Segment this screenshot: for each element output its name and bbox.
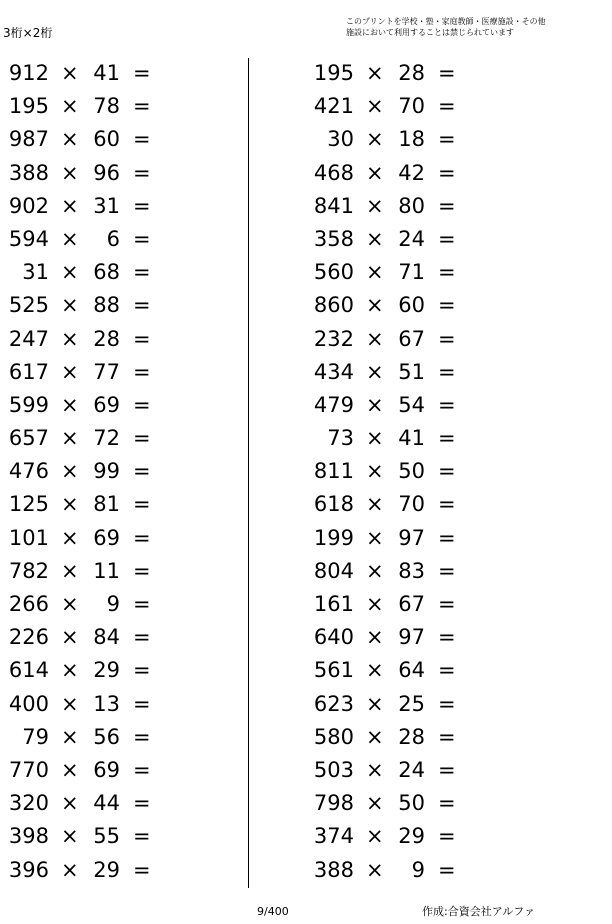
- multiplicand: 782: [8, 558, 49, 583]
- equals-sign: =: [438, 426, 456, 451]
- multiplier: 42: [398, 160, 425, 185]
- problem-row: [0, 787, 200, 820]
- problem-row: [305, 522, 505, 555]
- multiplicand: 476: [8, 459, 49, 484]
- worksheet-title: 3桁×2桁: [3, 26, 53, 40]
- multiplicand: 503: [313, 757, 354, 782]
- problem-row: [0, 654, 200, 687]
- multiplier: 78: [93, 94, 120, 119]
- equals-sign: =: [438, 724, 456, 749]
- equals-sign: =: [133, 94, 151, 119]
- times-operator: ×: [61, 592, 79, 616]
- page-number: 9/400: [257, 905, 289, 918]
- times-operator: ×: [366, 193, 384, 218]
- multiplier: 51: [398, 359, 425, 384]
- multiplicand: 618: [313, 492, 354, 517]
- equals-sign: =: [438, 691, 456, 716]
- multiplicand: 623: [313, 691, 354, 716]
- equals-sign: =: [133, 293, 151, 318]
- times-operator: ×: [61, 625, 79, 650]
- multiplicand: 199: [313, 525, 354, 550]
- multiplier: 25: [398, 691, 425, 716]
- problem-row: [305, 688, 505, 721]
- multiplicand: 400: [8, 691, 49, 716]
- equals-sign: =: [133, 226, 151, 251]
- multiplicand: 266: [8, 592, 49, 616]
- problem-row: [0, 389, 200, 422]
- problem-row: [0, 688, 200, 721]
- times-operator: ×: [366, 160, 384, 185]
- problem-row: [0, 157, 200, 190]
- times-operator: ×: [61, 226, 79, 251]
- equals-sign: =: [438, 359, 456, 384]
- times-operator: ×: [61, 492, 79, 517]
- multiplier: 69: [93, 525, 120, 550]
- multiplicand: 560: [313, 260, 354, 285]
- equals-sign: =: [133, 492, 151, 517]
- times-operator: ×: [366, 293, 384, 318]
- times-operator: ×: [366, 226, 384, 251]
- problem-row: [0, 455, 200, 488]
- multiplicand: 912: [8, 61, 49, 85]
- times-operator: ×: [61, 658, 79, 683]
- multiplicand: 599: [8, 392, 49, 417]
- problem-row: [0, 123, 200, 156]
- times-operator: ×: [366, 757, 384, 782]
- times-operator: ×: [61, 160, 79, 185]
- equals-sign: =: [133, 724, 151, 749]
- problem-row: [305, 488, 505, 521]
- multiplier: 50: [398, 459, 425, 484]
- multiplier: 29: [398, 824, 425, 849]
- problem-row: [305, 223, 505, 256]
- multiplicand: 479: [313, 392, 354, 417]
- multiplicand: 561: [313, 658, 354, 683]
- multiplier: 56: [93, 724, 120, 749]
- multiplier: 18: [398, 127, 425, 152]
- problem-row: [0, 356, 200, 389]
- times-operator: ×: [61, 757, 79, 782]
- times-operator: ×: [61, 824, 79, 849]
- multiplicand: 232: [313, 326, 354, 351]
- multiplicand: 31: [22, 260, 49, 285]
- times-operator: ×: [366, 326, 384, 351]
- multiplicand: 525: [8, 293, 49, 318]
- multiplier: 68: [93, 260, 120, 285]
- times-operator: ×: [366, 857, 384, 882]
- multiplicand: 580: [313, 724, 354, 749]
- multiplier: 11: [93, 558, 120, 583]
- equals-sign: =: [133, 558, 151, 583]
- equals-sign: =: [438, 459, 456, 484]
- times-operator: ×: [366, 359, 384, 384]
- problem-row: [305, 190, 505, 223]
- problem-row: [0, 621, 200, 654]
- multiplier: 9: [411, 857, 425, 882]
- problem-row: [305, 721, 505, 754]
- multiplicand: 195: [313, 61, 354, 85]
- times-operator: ×: [366, 459, 384, 484]
- multiplier: 77: [93, 359, 120, 384]
- multiplicand: 396: [8, 857, 49, 882]
- multiplier: 71: [398, 260, 425, 285]
- times-operator: ×: [61, 791, 79, 816]
- equals-sign: =: [133, 658, 151, 683]
- times-operator: ×: [366, 691, 384, 716]
- problem-row: [0, 422, 200, 455]
- problem-row: [305, 588, 505, 621]
- equals-sign: =: [133, 260, 151, 285]
- problem-row: [0, 588, 200, 621]
- multiplicand: 73: [327, 426, 354, 451]
- times-operator: ×: [61, 426, 79, 451]
- multiplier: 6: [106, 226, 120, 251]
- times-operator: ×: [61, 525, 79, 550]
- times-operator: ×: [366, 260, 384, 285]
- multiplicand: 811: [313, 459, 354, 484]
- equals-sign: =: [133, 359, 151, 384]
- multiplicand: 468: [313, 160, 354, 185]
- multiplier: 44: [93, 791, 120, 816]
- times-operator: ×: [366, 525, 384, 550]
- multiplicand: 320: [8, 791, 49, 816]
- problem-row: [0, 57, 200, 90]
- problem-row: [0, 754, 200, 787]
- problem-row: [305, 455, 505, 488]
- problem-row: [0, 555, 200, 588]
- multiplicand: 101: [8, 525, 49, 550]
- multiplier: 96: [93, 160, 120, 185]
- multiplicand: 987: [8, 127, 49, 152]
- multiplier: 13: [93, 691, 120, 716]
- problem-row: [305, 654, 505, 687]
- times-operator: ×: [366, 824, 384, 849]
- multiplier: 88: [93, 293, 120, 318]
- times-operator: ×: [366, 127, 384, 152]
- problem-row: [305, 621, 505, 654]
- multiplicand: 30: [327, 127, 354, 152]
- times-operator: ×: [366, 426, 384, 451]
- multiplier: 67: [398, 592, 425, 616]
- author-credit: 作成:合資会社アルファ: [422, 905, 536, 918]
- problem-row: [305, 754, 505, 787]
- problem-row: [305, 256, 505, 289]
- multiplier: 70: [398, 94, 425, 119]
- multiplier: 70: [398, 492, 425, 517]
- problem-row: [0, 190, 200, 223]
- times-operator: ×: [61, 558, 79, 583]
- problem-row: [305, 57, 505, 90]
- equals-sign: =: [133, 791, 151, 816]
- multiplier: 69: [93, 392, 120, 417]
- equals-sign: =: [438, 260, 456, 285]
- usage-notice-line: 施設において利用することは禁じられています: [346, 28, 514, 37]
- equals-sign: =: [133, 625, 151, 650]
- multiplicand: 79: [22, 724, 49, 749]
- times-operator: ×: [366, 392, 384, 417]
- times-operator: ×: [366, 724, 384, 749]
- equals-sign: =: [438, 193, 456, 218]
- times-operator: ×: [366, 625, 384, 650]
- equals-sign: =: [133, 824, 151, 849]
- equals-sign: =: [133, 61, 151, 85]
- equals-sign: =: [133, 691, 151, 716]
- multiplier: 41: [398, 426, 425, 451]
- multiplicand: 798: [313, 791, 354, 816]
- problem-row: [305, 787, 505, 820]
- equals-sign: =: [133, 160, 151, 185]
- multiplicand: 226: [8, 625, 49, 650]
- problem-row: [305, 123, 505, 156]
- times-operator: ×: [366, 592, 384, 616]
- equals-sign: =: [133, 127, 151, 152]
- equals-sign: =: [133, 459, 151, 484]
- problem-row: [0, 223, 200, 256]
- multiplicand: 770: [8, 757, 49, 782]
- multiplier: 60: [93, 127, 120, 152]
- problem-row: [0, 256, 200, 289]
- multiplier: 31: [93, 193, 120, 218]
- equals-sign: =: [133, 592, 151, 616]
- multiplier: 69: [93, 757, 120, 782]
- equals-sign: =: [133, 426, 151, 451]
- equals-sign: =: [438, 658, 456, 683]
- equals-sign: =: [133, 757, 151, 782]
- multiplier: 97: [398, 525, 425, 550]
- usage-notice: [346, 16, 546, 38]
- multiplicand: 358: [313, 226, 354, 251]
- problem-row: [305, 323, 505, 356]
- multiplicand: 161: [313, 592, 354, 616]
- times-operator: ×: [61, 359, 79, 384]
- multiplier: 9: [106, 592, 120, 616]
- equals-sign: =: [438, 857, 456, 882]
- equals-sign: =: [438, 127, 456, 152]
- multiplier: 60: [398, 293, 425, 318]
- multiplier: 29: [93, 658, 120, 683]
- multiplicand: 841: [313, 193, 354, 218]
- multiplier: 83: [398, 558, 425, 583]
- multiplicand: 614: [8, 658, 49, 683]
- multiplicand: 902: [8, 193, 49, 218]
- equals-sign: =: [438, 592, 456, 616]
- right-problem-column: [305, 57, 505, 887]
- problem-row: [305, 157, 505, 190]
- times-operator: ×: [366, 61, 384, 85]
- times-operator: ×: [61, 61, 79, 85]
- equals-sign: =: [438, 558, 456, 583]
- equals-sign: =: [133, 193, 151, 218]
- multiplicand: 388: [313, 857, 354, 882]
- equals-sign: =: [438, 293, 456, 318]
- equals-sign: =: [438, 757, 456, 782]
- problem-row: [305, 389, 505, 422]
- equals-sign: =: [438, 525, 456, 550]
- problem-row: [305, 555, 505, 588]
- multiplicand: 640: [313, 625, 354, 650]
- problem-row: [305, 854, 505, 887]
- times-operator: ×: [366, 492, 384, 517]
- times-operator: ×: [366, 791, 384, 816]
- times-operator: ×: [61, 127, 79, 152]
- times-operator: ×: [61, 260, 79, 285]
- multiplier: 24: [398, 757, 425, 782]
- problem-row: [305, 90, 505, 123]
- equals-sign: =: [438, 160, 456, 185]
- equals-sign: =: [438, 824, 456, 849]
- problem-row: [0, 820, 200, 853]
- multiplier: 54: [398, 392, 425, 417]
- problem-row: [305, 820, 505, 853]
- multiplicand: 860: [313, 293, 354, 318]
- equals-sign: =: [438, 392, 456, 417]
- problem-row: [0, 289, 200, 322]
- multiplier: 64: [398, 658, 425, 683]
- multiplicand: 247: [8, 326, 49, 351]
- multiplier: 99: [93, 459, 120, 484]
- equals-sign: =: [438, 791, 456, 816]
- multiplier: 28: [398, 724, 425, 749]
- multiplicand: 374: [313, 824, 354, 849]
- multiplicand: 388: [8, 160, 49, 185]
- usage-notice-line: このプリントを学校・塾・家庭教師・医療施設・その他: [346, 17, 546, 26]
- problem-row: [0, 323, 200, 356]
- times-operator: ×: [61, 293, 79, 318]
- multiplier: 28: [93, 326, 120, 351]
- multiplicand: 434: [313, 359, 354, 384]
- equals-sign: =: [438, 61, 456, 85]
- equals-sign: =: [438, 94, 456, 119]
- problem-row: [305, 356, 505, 389]
- equals-sign: =: [133, 525, 151, 550]
- times-operator: ×: [61, 857, 79, 882]
- equals-sign: =: [438, 625, 456, 650]
- multiplier: 80: [398, 193, 425, 218]
- multiplier: 72: [93, 426, 120, 451]
- multiplier: 29: [93, 857, 120, 882]
- times-operator: ×: [61, 724, 79, 749]
- multiplier: 67: [398, 326, 425, 351]
- multiplicand: 125: [8, 492, 49, 517]
- equals-sign: =: [438, 226, 456, 251]
- problem-row: [0, 522, 200, 555]
- problem-row: [0, 488, 200, 521]
- multiplier: 41: [93, 61, 120, 85]
- problem-row: [0, 90, 200, 123]
- times-operator: ×: [61, 326, 79, 351]
- multiplier: 84: [93, 625, 120, 650]
- equals-sign: =: [133, 857, 151, 882]
- multiplicand: 398: [8, 824, 49, 849]
- problem-row: [0, 854, 200, 887]
- equals-sign: =: [438, 492, 456, 517]
- times-operator: ×: [61, 94, 79, 119]
- problem-row: [305, 289, 505, 322]
- times-operator: ×: [366, 558, 384, 583]
- multiplicand: 804: [313, 558, 354, 583]
- multiplier: 97: [398, 625, 425, 650]
- equals-sign: =: [133, 392, 151, 417]
- multiplier: 81: [93, 492, 120, 517]
- multiplier: 50: [398, 791, 425, 816]
- multiplicand: 421: [313, 94, 354, 119]
- times-operator: ×: [61, 193, 79, 218]
- times-operator: ×: [61, 459, 79, 484]
- multiplier: 28: [398, 61, 425, 85]
- multiplicand: 617: [8, 359, 49, 384]
- equals-sign: =: [133, 326, 151, 351]
- multiplicand: 594: [8, 226, 49, 251]
- multiplicand: 195: [8, 94, 49, 119]
- multiplicand: 657: [8, 426, 49, 451]
- left-problem-column: [0, 57, 200, 887]
- equals-sign: =: [438, 326, 456, 351]
- times-operator: ×: [366, 658, 384, 683]
- times-operator: ×: [61, 691, 79, 716]
- problem-row: [0, 721, 200, 754]
- problem-row: [305, 422, 505, 455]
- multiplier: 24: [398, 226, 425, 251]
- column-divider: [248, 58, 249, 888]
- times-operator: ×: [61, 392, 79, 417]
- multiplier: 55: [93, 824, 120, 849]
- times-operator: ×: [366, 94, 384, 119]
